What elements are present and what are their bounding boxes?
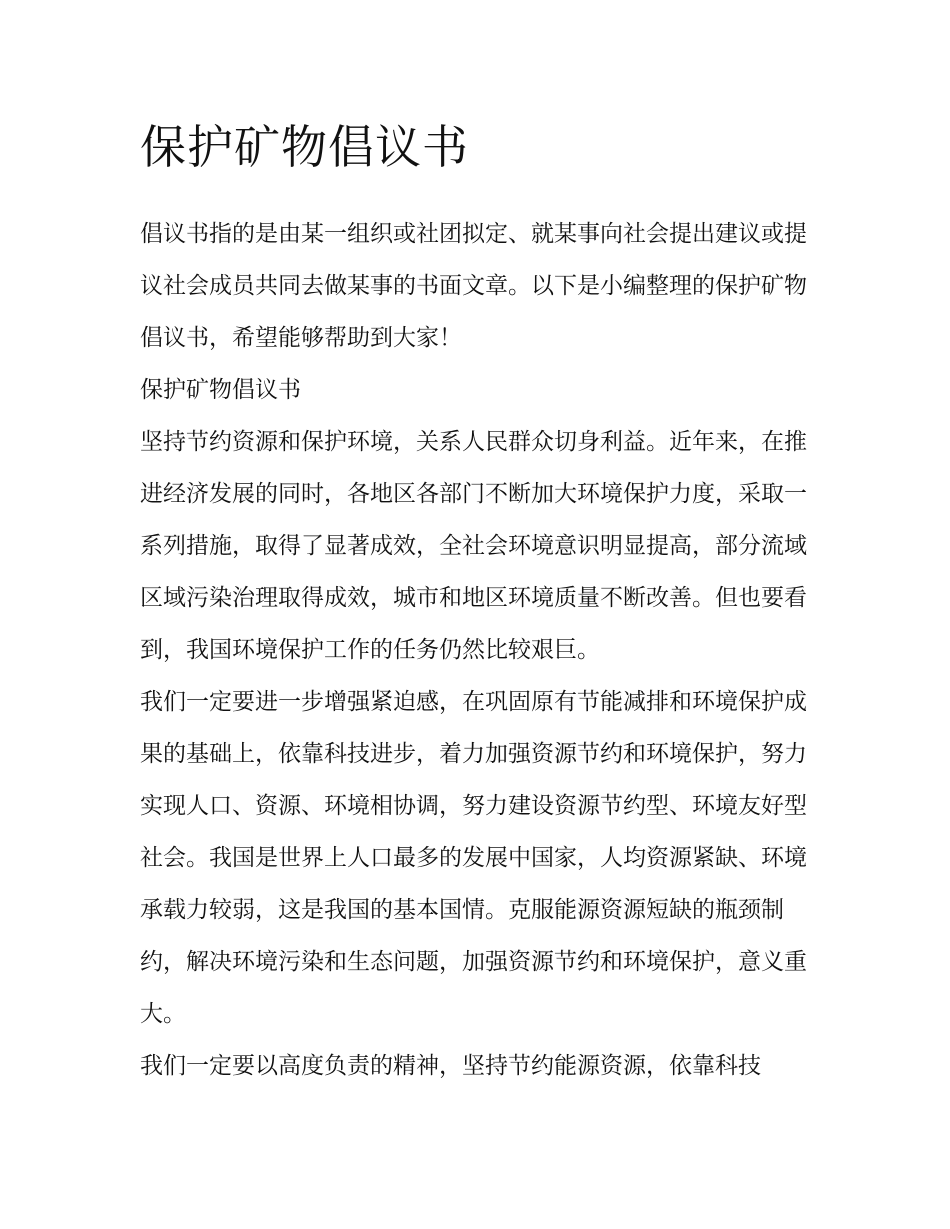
document-title: 保护矿物倡议书 — [140, 120, 469, 174]
body-paragraph-3: 我们一定要以高度负责的精神，坚持节约能源资源，依靠科技 — [140, 1053, 761, 1079]
intro-paragraph: 倡议书指的是由某一组织或社团拟定、就某事向社会提出建议或提议社会成员共同去做某事的书面文章。以下是小编整理的保护矿物倡议书，希望能够帮助到大家！ — [140, 221, 807, 351]
body-paragraph-1: 坚持节约资源和保护环境，关系人民群众切身利益。近年来，在推进经济发展的同时，各地区各部门不断加大环境保护力度，采取一系列措施，取得了显著成效，全社会环境意识明显提高，部分流域区域污染治理取得成效，城市和地区环境质量不断改善。但也要看到，我国环境保护工作的任务仍然比较艰巨。 — [140, 429, 807, 663]
body-paragraph-2: 我们一定要进一步增强紧迫感，在巩固原有节能减排和环境保护成果的基础上，依靠科技进步，着力加强资源节约和环境保护，努力实现人口、资源、环境相协调，努力建设资源节约型、环境友好型社会。我国是世界上人口最多的发展中国家，人均资源紧缺、环境承载力较弱，这是我国的基本国情。克服能源资源短缺的瓶颈制约，解决环境污染和生态问题，加强资源节约和环境保护，意义重大。 — [140, 689, 807, 1027]
section-heading: 保护矿物倡议书 — [140, 377, 301, 403]
